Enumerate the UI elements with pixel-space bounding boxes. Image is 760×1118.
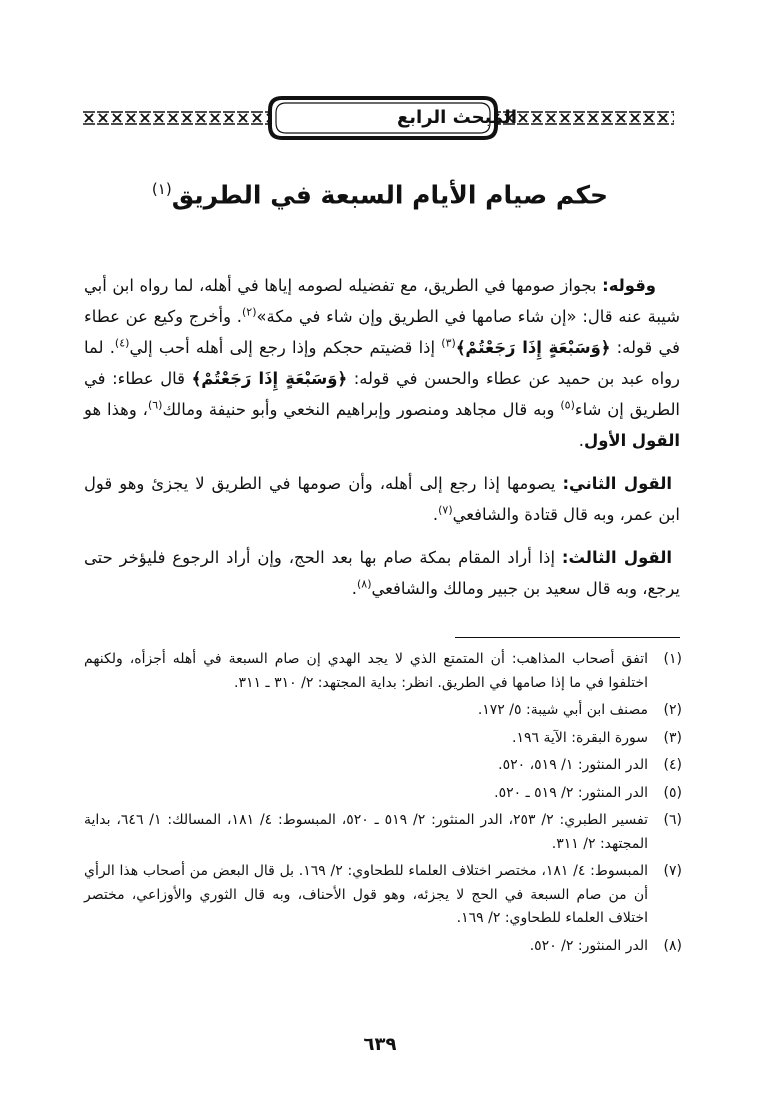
footnote bbox=[84, 648, 682, 695]
text-span: قال عطاء: في الطريق إن شاء bbox=[84, 369, 680, 419]
section-label: المبحث الرابع bbox=[397, 107, 517, 128]
body-text bbox=[84, 270, 680, 616]
footnote-ref: (٦) bbox=[147, 398, 163, 412]
text-span: . bbox=[351, 579, 357, 598]
paragraph-3 bbox=[84, 542, 680, 604]
footnote-number: (٤) bbox=[663, 757, 682, 773]
text-span: وبه قال مجاهد ومنصور وإبراهيم النخعي وأبو حنيفة ومالك bbox=[162, 400, 561, 419]
text-span: يصومها إذا رجع إلى أهله، وأن صومها في الطريق لا يجزئ وهو قول ابن عمر، وبه قال قتادة والشافعي bbox=[84, 474, 680, 524]
text-span: ، وهذا هو bbox=[84, 400, 148, 419]
paragraph-lead: القول الثالث: bbox=[561, 548, 672, 567]
text-span: بجواز صومها في الطريق، مع تفضيله لصومه إياها في أهله، لما رواه ابن أبي شيبة عنه قال: «إن شاء صامها في الطريق وإن شاء في مكة» bbox=[84, 276, 680, 326]
footnote-ref: (٤) bbox=[114, 336, 130, 350]
footnote-ref: (٨) bbox=[356, 577, 372, 591]
footnote-ref: (٣) bbox=[441, 336, 456, 350]
footnote-ref: (٢) bbox=[241, 305, 257, 319]
footnote bbox=[84, 754, 682, 778]
footnote-text: سورة البقرة: الآية ١٩٦. bbox=[512, 729, 648, 746]
text-span: . bbox=[432, 505, 439, 524]
quran-verse: ﴿وَسَبْعَةٍ إِذَا رَجَعْتُمْ﴾ bbox=[191, 369, 348, 388]
footnote bbox=[84, 782, 682, 806]
paragraph-1 bbox=[84, 270, 680, 456]
footnote-number: (٨) bbox=[663, 937, 682, 954]
footnote bbox=[84, 860, 682, 931]
footnote-text: تفسير الطبري: ٢/ ٢٥٣، الدر المنثور: ٢/ ٥١٩ ـ ٥٢٠، المبسوط: ٤/ ١٨١، المسالك: ١/ ٦٤٦، بداية المجتهد: ٢/ ٣١١. bbox=[84, 812, 648, 852]
chapter-title-text: حكم صيام الأيام السبعة في الطريق bbox=[171, 180, 609, 210]
footnote-text: مصنف ابن أبي شيبة: ٥/ ١٧٢. bbox=[477, 702, 648, 718]
text-span: إذا قضيتم حجكم وإذا رجع إلى أهله أحب إلي bbox=[129, 338, 442, 357]
chapter-title bbox=[100, 180, 660, 209]
footnote bbox=[84, 699, 682, 723]
footnote-number: (٧) bbox=[663, 863, 682, 879]
footnote-ref: (١) bbox=[151, 180, 172, 198]
footnote bbox=[84, 935, 682, 959]
page-number: ٦٣٩ bbox=[363, 1034, 397, 1055]
footnotes bbox=[84, 648, 682, 962]
quran-verse: ﴿وَسَبْعَةٍ إِذَا رَجَعْتُمْ﴾ bbox=[455, 338, 611, 357]
footnote-number: (٢) bbox=[663, 702, 682, 718]
footnote-text: اتفق أصحاب المذاهب: أن المتمتع الذي لا يجد الهدي إن صام السبعة في أهله أجزأه، ولكنهم اختلفوا في ما إذا صامها في الطريق. انظر: بداية المجتهد: ٢/ ٣١٠ ـ ٣١١. bbox=[84, 651, 648, 691]
footnote-number: (٦) bbox=[663, 812, 682, 828]
paragraph-lead: وقوله: bbox=[602, 276, 656, 295]
text-span: إذا أراد المقام بمكة صام بها بعد الحج، وإن أراد الرجوع فليؤخر حتى يرجع، وبه قال سعيد بن جبير ومالك والشافعي bbox=[84, 548, 680, 598]
footnote-text: الدر المنثور: ٢/ ٥١٩ ـ ٥٢٠. bbox=[494, 784, 648, 801]
footnote-ref: (٧) bbox=[438, 503, 453, 517]
text-span: . وأخرج وكيع عن عطاء في قوله: bbox=[84, 307, 680, 357]
footnote-separator bbox=[455, 637, 680, 638]
footnote-ref: (٥) bbox=[560, 398, 575, 412]
footnote bbox=[84, 809, 682, 856]
footnote-text: الدر المنثور: ٢/ ٥٢٠. bbox=[529, 937, 648, 954]
footnote-text: المبسوط: ٤/ ١٨١، مختصر اختلاف العلماء للطحاوي: ٢/ ١٦٩. بل قال البعض من أصحاب هذا الرأي أن من صام السبعة في الحج لا يجزئه، وهو قول الأحناف، وبه قال الثوري والأوزاعي، مختصر اختلاف العلماء للطحاوي: ٢/ ١٦٩. bbox=[84, 863, 649, 926]
paragraph-lead: القول الثاني: bbox=[562, 474, 672, 493]
footnote-number: (١) bbox=[663, 651, 682, 667]
footnote-number: (٥) bbox=[663, 784, 682, 801]
footnote bbox=[84, 727, 682, 751]
bold-phrase: القول الأول bbox=[583, 431, 680, 450]
footnote-number: (٣) bbox=[663, 729, 682, 746]
paragraph-2 bbox=[84, 468, 680, 530]
text-span: . bbox=[578, 431, 584, 450]
text-span: . لما رواه عبد بن حميد عن عطاء والحسن في قوله: bbox=[84, 338, 680, 388]
section-header bbox=[82, 94, 674, 142]
footnote-text: الدر المنثور: ١/ ٥١٩، ٥٢٠. bbox=[498, 757, 648, 773]
